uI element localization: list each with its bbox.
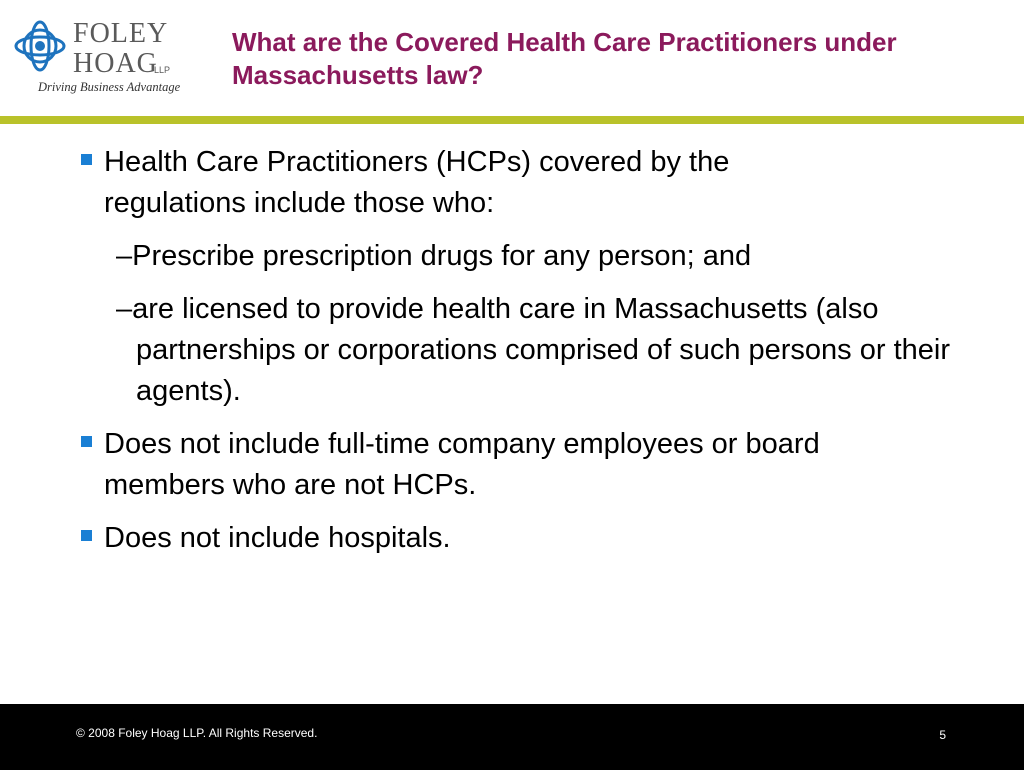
page-number: 5	[939, 728, 946, 742]
slide-title: What are the Covered Health Care Practitioners under Massachusetts law?	[232, 27, 897, 90]
logo-llp: LLP	[154, 65, 171, 75]
logo-word-foley: FOLEY	[73, 18, 169, 49]
footer-copyright: © 2008 Foley Hoag LLP. All Rights Reserved.	[76, 726, 318, 740]
foley-hoag-logo	[14, 18, 214, 98]
bullet-item: Health Care Practitioners (HCPs) covered by the regulations include those who:	[104, 146, 730, 219]
title-divider	[0, 116, 1024, 124]
bullet-square-icon	[81, 530, 92, 541]
globe-logo-icon	[14, 20, 66, 72]
logo-tagline: Driving Business Advantage	[38, 80, 181, 94]
bullet-square-icon	[81, 154, 92, 165]
sub-bullet-item: –are licensed to provide health care in Massachusetts (also partnerships or corporations comprised of such persons or their agents).	[116, 293, 950, 407]
sub-bullet-item: –Prescribe prescription drugs for any person; and	[116, 240, 752, 272]
bullet-square-icon	[81, 436, 92, 447]
logo-word-hoag: HOAG	[73, 48, 158, 79]
bullet-item: Does not include hospitals.	[104, 522, 451, 554]
bullet-item: Does not include full-time company employees or board members who are not HCPs.	[104, 428, 820, 501]
footer-bar	[0, 704, 1024, 770]
